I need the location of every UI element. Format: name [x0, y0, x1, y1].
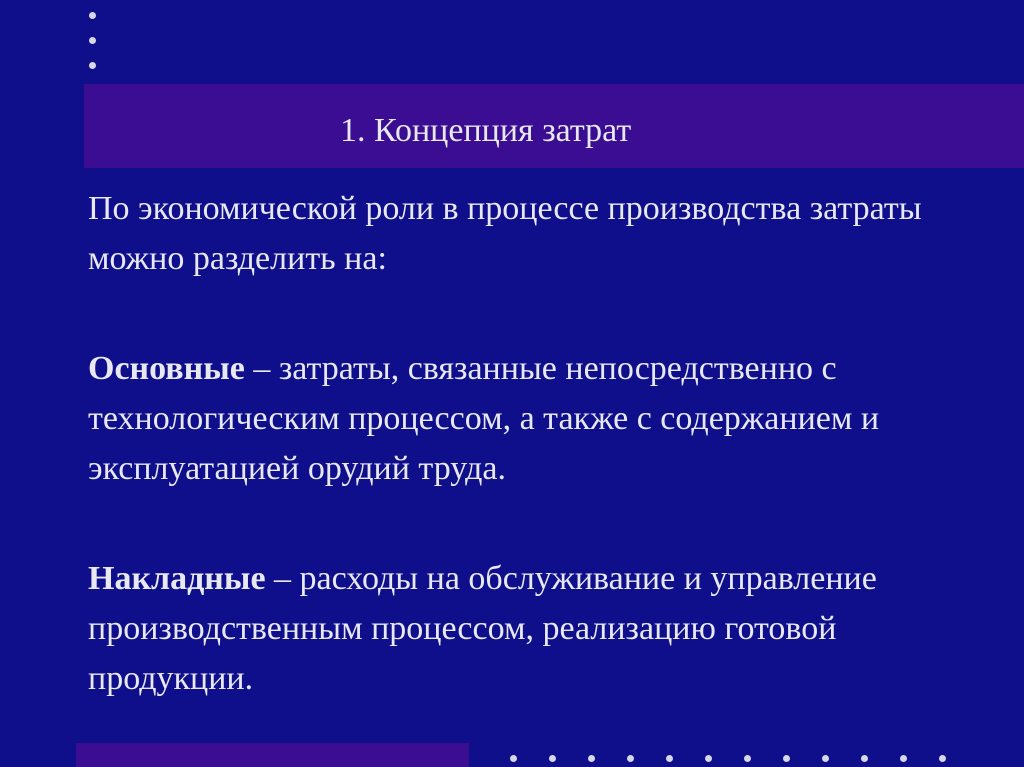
item-overhead: [88, 554, 1008, 704]
slide-title: 1. Концепция затрат: [340, 112, 632, 149]
decor-dot: [510, 755, 517, 762]
bottom-accent-bar: [76, 743, 469, 767]
decor-dot: [744, 755, 751, 762]
decor-dot: [705, 755, 712, 762]
intro-paragraph: [88, 184, 1008, 284]
decor-dot: [861, 755, 868, 762]
item-text: – затраты, связанные непосредственно с технологическим процессом, а также с содержанием и эксплуатацией орудий труда.: [88, 350, 880, 487]
decor-dot: [783, 755, 790, 762]
item-basic: [88, 344, 1008, 494]
decor-dot: [549, 755, 556, 762]
decor-dot: [900, 755, 907, 762]
decor-dot: [89, 37, 96, 44]
decor-dot: [666, 755, 673, 762]
decor-dot: [627, 755, 634, 762]
intro-text: По экономической роли в процессе производства затраты можно разделить на:: [88, 190, 922, 277]
decor-dot: [588, 755, 595, 762]
item-term: Основные: [88, 350, 245, 387]
decor-dot: [89, 62, 96, 69]
decor-dot: [939, 755, 946, 762]
item-text: – расходы на обслуживание и управление производственным процессом, реализацию готовой продукции.: [88, 560, 877, 697]
decor-dot: [89, 12, 96, 19]
decor-dot: [822, 755, 829, 762]
item-term: Накладные: [88, 560, 266, 597]
